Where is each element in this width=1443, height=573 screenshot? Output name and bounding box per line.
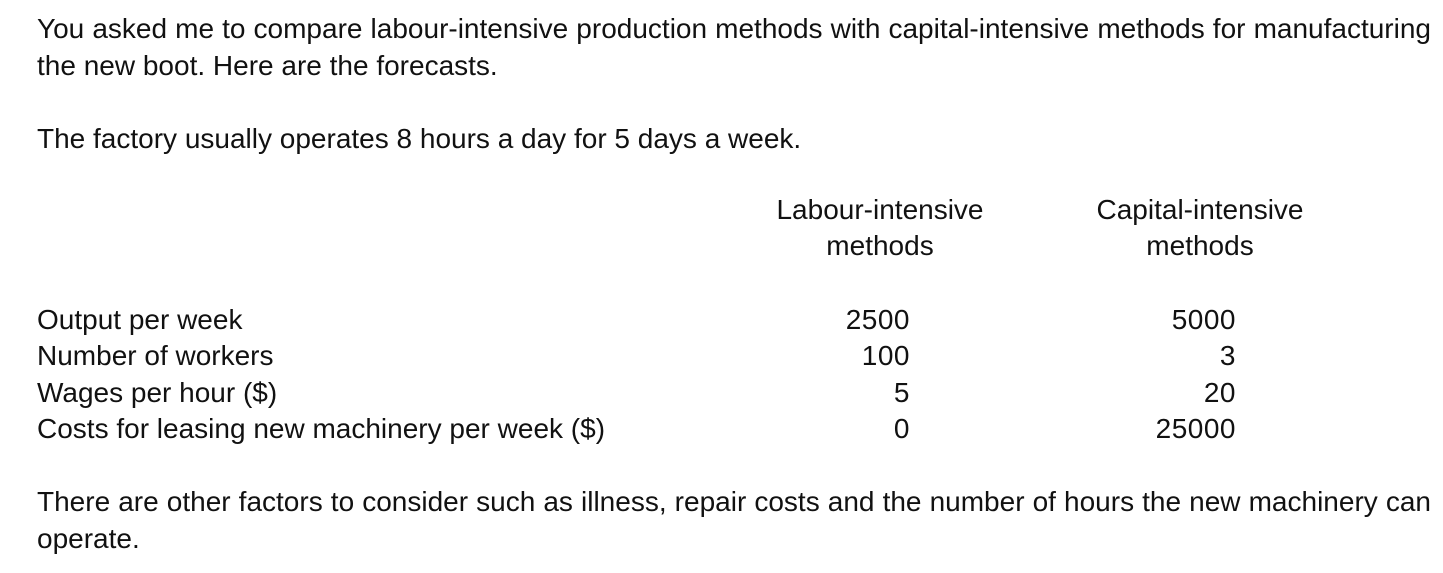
column-header-line: Labour-intensive — [776, 194, 984, 225]
row-label: Wages per hour ($) — [37, 377, 278, 408]
column-header-line: methods — [1146, 230, 1254, 261]
capital-value: 5000 — [1171, 304, 1236, 335]
row-label: Number of workers — [37, 340, 274, 371]
capital-value: 20 — [1203, 377, 1236, 408]
capital-value: 3 — [1219, 340, 1236, 371]
column-header-line: methods — [826, 230, 934, 261]
column-header-capital-intensive — [1060, 192, 1340, 264]
other-factors-paragraph: There are other factors to consider such as illness, repair costs and the number of hours the new machinery can operate. — [37, 486, 1431, 554]
intro-paragraph: You asked me to compare labour-intensive production methods with capital-intensive methods for manufacturing the new boot. Here are the forecasts. — [37, 13, 1431, 81]
labour-value: 0 — [893, 413, 910, 444]
capital-value: 25000 — [1155, 413, 1236, 444]
labour-value: 2500 — [845, 304, 910, 335]
column-header-labour-intensive — [740, 192, 1020, 264]
labour-value: 100 — [861, 340, 910, 371]
row-label: Costs for leasing new machinery per week ($) — [37, 413, 606, 444]
row-label: Output per week — [37, 304, 243, 335]
operating-hours-paragraph: The factory usually operates 8 hours a day for 5 days a week. — [37, 123, 802, 154]
column-header-line: Capital-intensive — [1096, 194, 1304, 225]
labour-value: 5 — [893, 377, 910, 408]
